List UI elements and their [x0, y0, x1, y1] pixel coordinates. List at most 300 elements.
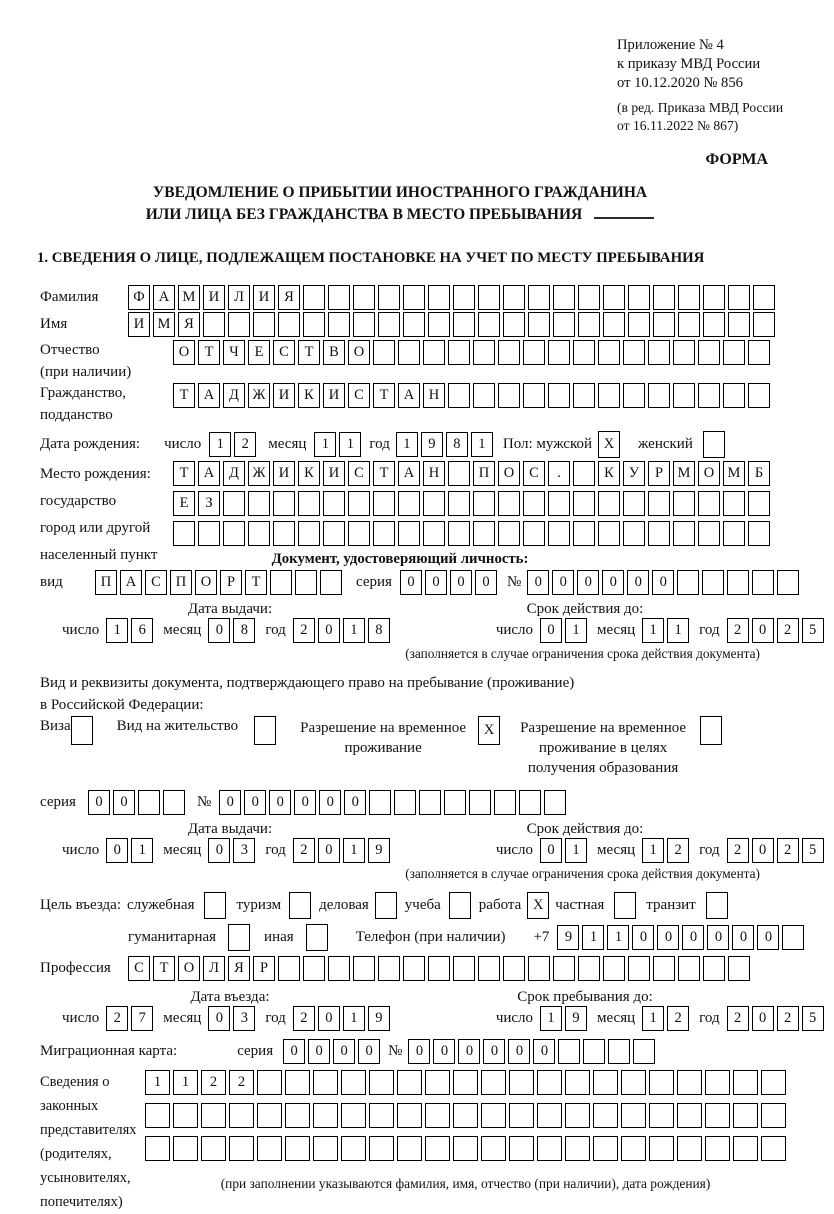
birth-place-line3-cell[interactable] — [223, 521, 245, 546]
patronymic-field-cell[interactable] — [673, 340, 695, 365]
mig-series-field-cell[interactable]: 0 — [358, 1039, 380, 1064]
profession-field-cell[interactable] — [653, 956, 675, 981]
representatives-line1-cell[interactable] — [509, 1070, 534, 1095]
doc-number-field-cell[interactable] — [727, 570, 749, 595]
surname-field-cell[interactable]: Ф — [128, 285, 150, 310]
birth-place-line1-cell[interactable]: М — [673, 461, 695, 486]
profession-field-cell[interactable] — [478, 956, 500, 981]
surname-field-cell[interactable] — [378, 285, 400, 310]
res-valid-month-field-cell[interactable]: 1 — [642, 838, 664, 863]
stay-month-field-cell[interactable]: 1 — [642, 1006, 664, 1031]
representatives-line2-cell[interactable] — [677, 1103, 702, 1128]
name-field-cell[interactable] — [503, 312, 525, 337]
entry-year-field-cell[interactable]: 9 — [368, 1006, 390, 1031]
res-series-field-cell[interactable] — [163, 790, 185, 815]
representatives-line2-cell[interactable] — [481, 1103, 506, 1128]
name-field-cell[interactable] — [628, 312, 650, 337]
representatives-line1-cell[interactable] — [593, 1070, 618, 1095]
res-number-field-cell[interactable]: 0 — [219, 790, 241, 815]
birth-place-line2-cell[interactable]: З — [198, 491, 220, 516]
representatives-line1-cell[interactable] — [481, 1070, 506, 1095]
phone-field-cell[interactable]: 1 — [582, 925, 604, 950]
representatives-line1-cell[interactable] — [761, 1070, 786, 1095]
representatives-line3-cell[interactable] — [173, 1136, 198, 1161]
mig-number-field-cell[interactable] — [608, 1039, 630, 1064]
residence-permit-checkbox[interactable] — [254, 716, 276, 745]
patronymic-field-cell[interactable] — [523, 340, 545, 365]
phone-field-cell[interactable]: 0 — [632, 925, 654, 950]
patronymic-field-cell[interactable] — [423, 340, 445, 365]
phone-field-cell[interactable] — [782, 925, 804, 950]
res-issue-month-field-cell[interactable]: 3 — [233, 838, 255, 863]
res-issue-day-field-cell[interactable]: 0 — [106, 838, 128, 863]
profession-field-cell[interactable] — [553, 956, 575, 981]
representatives-line2-cell[interactable] — [341, 1103, 366, 1128]
representatives-line3-cell[interactable] — [509, 1136, 534, 1161]
phone-field-cell[interactable]: 0 — [707, 925, 729, 950]
citizenship-field-cell[interactable]: Ж — [248, 383, 270, 408]
name-field-cell[interactable] — [753, 312, 775, 337]
name-field-cell[interactable]: М — [153, 312, 175, 337]
representatives-line2-cell[interactable] — [173, 1103, 198, 1128]
res-number-field-cell[interactable]: 0 — [319, 790, 341, 815]
doc-kind-field-cell[interactable] — [295, 570, 317, 595]
patronymic-field-cell[interactable] — [473, 340, 495, 365]
stay-day-field-cell[interactable]: 1 — [540, 1006, 562, 1031]
name-field-cell[interactable]: Я — [178, 312, 200, 337]
name-field-cell[interactable] — [478, 312, 500, 337]
mig-number-field-cell[interactable] — [558, 1039, 580, 1064]
stay-month-field-cell[interactable]: 2 — [667, 1006, 689, 1031]
entry-day-field-cell[interactable]: 2 — [106, 1006, 128, 1031]
visa-checkbox[interactable] — [71, 716, 93, 745]
res-series-field-cell[interactable] — [138, 790, 160, 815]
doc-kind-field-cell[interactable]: С — [145, 570, 167, 595]
citizenship-field-cell[interactable] — [648, 383, 670, 408]
representatives-line3-cell[interactable] — [733, 1136, 758, 1161]
name-field-cell[interactable] — [703, 312, 725, 337]
doc-number-field-cell[interactable]: 0 — [577, 570, 599, 595]
representatives-line3-cell[interactable] — [565, 1136, 590, 1161]
stay-year-field-cell[interactable]: 5 — [802, 1006, 824, 1031]
entry-year-field-cell[interactable]: 2 — [293, 1006, 315, 1031]
representatives-line1-cell[interactable]: 1 — [145, 1070, 170, 1095]
name-field-cell[interactable] — [653, 312, 675, 337]
purpose-private-checkbox[interactable] — [614, 892, 636, 919]
name-field-cell[interactable] — [578, 312, 600, 337]
profession-field-cell[interactable] — [528, 956, 550, 981]
doc-valid-month-field-cell[interactable]: 1 — [667, 618, 689, 643]
birth-place-line3-cell[interactable] — [298, 521, 320, 546]
surname-field-cell[interactable]: И — [203, 285, 225, 310]
phone-field-cell[interactable]: 9 — [557, 925, 579, 950]
profession-field-cell[interactable] — [328, 956, 350, 981]
mig-number-field-cell[interactable]: 0 — [508, 1039, 530, 1064]
representatives-line3-cell[interactable] — [649, 1136, 674, 1161]
mig-series-field-cell[interactable]: 0 — [333, 1039, 355, 1064]
patronymic-field-cell[interactable] — [748, 340, 770, 365]
surname-field-cell[interactable] — [703, 285, 725, 310]
representatives-line3-cell[interactable] — [761, 1136, 786, 1161]
profession-field-cell[interactable] — [503, 956, 525, 981]
name-field-cell[interactable] — [428, 312, 450, 337]
res-series-field-cell[interactable]: 0 — [113, 790, 135, 815]
phone-field-cell[interactable]: 0 — [682, 925, 704, 950]
res-valid-month-field-cell[interactable]: 2 — [667, 838, 689, 863]
citizenship-field-cell[interactable]: К — [298, 383, 320, 408]
birth-place-line3-cell[interactable] — [173, 521, 195, 546]
citizenship-field-cell[interactable]: Н — [423, 383, 445, 408]
birth-place-line3-cell[interactable] — [273, 521, 295, 546]
mig-number-field-cell[interactable] — [633, 1039, 655, 1064]
res-valid-day-field-cell[interactable]: 1 — [565, 838, 587, 863]
doc-kind-field-cell[interactable]: Т — [245, 570, 267, 595]
birth-place-line2-cell[interactable] — [248, 491, 270, 516]
birth-place-line3-cell[interactable] — [598, 521, 620, 546]
phone-field-cell[interactable]: 0 — [657, 925, 679, 950]
birth-place-line2-cell[interactable] — [423, 491, 445, 516]
citizenship-field-cell[interactable] — [498, 383, 520, 408]
citizenship-field-cell[interactable]: Д — [223, 383, 245, 408]
surname-field-cell[interactable] — [728, 285, 750, 310]
temp-residence-checkbox[interactable]: X — [478, 716, 500, 745]
representatives-line3-cell[interactable] — [145, 1136, 170, 1161]
birth-place-line2-cell[interactable] — [623, 491, 645, 516]
citizenship-field-cell[interactable] — [548, 383, 570, 408]
res-issue-year-field-cell[interactable]: 9 — [368, 838, 390, 863]
surname-field-cell[interactable]: И — [253, 285, 275, 310]
res-valid-year-field-cell[interactable]: 2 — [777, 838, 799, 863]
birth-day-field-cell[interactable]: 1 — [209, 432, 231, 457]
representatives-line2-cell[interactable] — [397, 1103, 422, 1128]
representatives-line2-cell[interactable] — [425, 1103, 450, 1128]
representatives-line3-cell[interactable] — [201, 1136, 226, 1161]
patronymic-field-cell[interactable] — [573, 340, 595, 365]
patronymic-field-cell[interactable]: Ч — [223, 340, 245, 365]
birth-place-line3-cell[interactable] — [323, 521, 345, 546]
birth-place-line2-cell[interactable] — [598, 491, 620, 516]
patronymic-field-cell[interactable]: Т — [198, 340, 220, 365]
citizenship-field-cell[interactable] — [723, 383, 745, 408]
res-issue-day-field-cell[interactable]: 1 — [131, 838, 153, 863]
name-field-cell[interactable] — [278, 312, 300, 337]
birth-place-line1-cell[interactable] — [448, 461, 470, 486]
patronymic-field-cell[interactable] — [698, 340, 720, 365]
birth-place-line2-cell[interactable] — [323, 491, 345, 516]
res-valid-year-field-cell[interactable]: 5 — [802, 838, 824, 863]
birth-place-line3-cell[interactable] — [423, 521, 445, 546]
representatives-line1-cell[interactable] — [565, 1070, 590, 1095]
representatives-line2-cell[interactable] — [537, 1103, 562, 1128]
representatives-line3-cell[interactable] — [425, 1136, 450, 1161]
birth-place-line2-cell[interactable] — [373, 491, 395, 516]
purpose-transit-checkbox[interactable] — [706, 892, 728, 919]
birth-place-line1-cell[interactable]: П — [473, 461, 495, 486]
entry-year-field-cell[interactable]: 0 — [318, 1006, 340, 1031]
res-number-field-cell[interactable] — [419, 790, 441, 815]
entry-month-field-cell[interactable]: 0 — [208, 1006, 230, 1031]
representatives-line2-cell[interactable] — [201, 1103, 226, 1128]
citizenship-field-cell[interactable] — [473, 383, 495, 408]
representatives-line3-cell[interactable] — [229, 1136, 254, 1161]
citizenship-field-cell[interactable]: А — [198, 383, 220, 408]
birth-month-field-cell[interactable]: 1 — [339, 432, 361, 457]
name-field-cell[interactable] — [253, 312, 275, 337]
profession-field-cell[interactable]: Л — [203, 956, 225, 981]
representatives-line2-cell[interactable] — [593, 1103, 618, 1128]
surname-field-cell[interactable] — [478, 285, 500, 310]
res-valid-year-field-cell[interactable]: 0 — [752, 838, 774, 863]
profession-field-cell[interactable]: Я — [228, 956, 250, 981]
representatives-line3-cell[interactable] — [369, 1136, 394, 1161]
profession-field-cell[interactable] — [628, 956, 650, 981]
patronymic-field-cell[interactable] — [598, 340, 620, 365]
phone-field-cell[interactable]: 1 — [607, 925, 629, 950]
res-issue-year-field-cell[interactable]: 0 — [318, 838, 340, 863]
citizenship-field-cell[interactable] — [448, 383, 470, 408]
res-series-field-cell[interactable]: 0 — [88, 790, 110, 815]
doc-series-field-cell[interactable]: 0 — [400, 570, 422, 595]
birth-year-field-cell[interactable]: 9 — [421, 432, 443, 457]
birth-place-line1-cell[interactable]: Д — [223, 461, 245, 486]
res-number-field-cell[interactable] — [519, 790, 541, 815]
doc-series-field-cell[interactable]: 0 — [475, 570, 497, 595]
representatives-line2-cell[interactable] — [565, 1103, 590, 1128]
representatives-line2-cell[interactable] — [313, 1103, 338, 1128]
doc-series-field-cell[interactable]: 0 — [425, 570, 447, 595]
citizenship-field-cell[interactable]: И — [323, 383, 345, 408]
citizenship-field-cell[interactable] — [523, 383, 545, 408]
citizenship-field-cell[interactable]: С — [348, 383, 370, 408]
doc-kind-field-cell[interactable]: П — [95, 570, 117, 595]
representatives-line1-cell[interactable] — [369, 1070, 394, 1095]
profession-field-cell[interactable] — [603, 956, 625, 981]
birth-year-field-cell[interactable]: 8 — [446, 432, 468, 457]
representatives-line2-cell[interactable] — [285, 1103, 310, 1128]
birth-month-field-cell[interactable]: 1 — [314, 432, 336, 457]
representatives-line1-cell[interactable] — [453, 1070, 478, 1095]
representatives-line3-cell[interactable] — [537, 1136, 562, 1161]
citizenship-field-cell[interactable] — [623, 383, 645, 408]
purpose-official-checkbox[interactable] — [204, 892, 226, 919]
birth-place-line1-cell[interactable]: О — [698, 461, 720, 486]
representatives-line3-cell[interactable] — [705, 1136, 730, 1161]
birth-place-line2-cell[interactable] — [573, 491, 595, 516]
res-issue-month-field-cell[interactable]: 0 — [208, 838, 230, 863]
profession-field-cell[interactable]: С — [128, 956, 150, 981]
surname-field-cell[interactable] — [303, 285, 325, 310]
res-number-field-cell[interactable]: 0 — [269, 790, 291, 815]
birth-place-line3-cell[interactable] — [398, 521, 420, 546]
patronymic-field-cell[interactable] — [548, 340, 570, 365]
doc-issue-year-field-cell[interactable]: 0 — [318, 618, 340, 643]
birth-place-line1-cell[interactable]: К — [298, 461, 320, 486]
purpose-work-checkbox[interactable]: X — [527, 892, 549, 919]
birth-place-line3-cell[interactable] — [573, 521, 595, 546]
birth-place-line2-cell[interactable] — [273, 491, 295, 516]
doc-number-field-cell[interactable] — [752, 570, 774, 595]
birth-place-line2-cell[interactable] — [498, 491, 520, 516]
birth-place-line1-cell[interactable]: . — [548, 461, 570, 486]
res-number-field-cell[interactable] — [544, 790, 566, 815]
doc-series-field-cell[interactable]: 0 — [450, 570, 472, 595]
mig-number-field-cell[interactable]: 0 — [433, 1039, 455, 1064]
birth-year-field-cell[interactable]: 1 — [396, 432, 418, 457]
doc-valid-year-field-cell[interactable]: 2 — [777, 618, 799, 643]
representatives-line3-cell[interactable] — [285, 1136, 310, 1161]
profession-field-cell[interactable] — [378, 956, 400, 981]
birth-place-line3-cell[interactable] — [648, 521, 670, 546]
patronymic-field-cell[interactable]: В — [323, 340, 345, 365]
surname-field-cell[interactable] — [628, 285, 650, 310]
surname-field-cell[interactable] — [353, 285, 375, 310]
name-field-cell[interactable] — [378, 312, 400, 337]
res-number-field-cell[interactable] — [369, 790, 391, 815]
name-field-cell[interactable] — [328, 312, 350, 337]
res-number-field-cell[interactable]: 0 — [294, 790, 316, 815]
res-valid-year-field-cell[interactable]: 2 — [727, 838, 749, 863]
mig-number-field-cell[interactable]: 0 — [408, 1039, 430, 1064]
surname-field-cell[interactable] — [528, 285, 550, 310]
name-field-cell[interactable] — [303, 312, 325, 337]
name-field-cell[interactable] — [353, 312, 375, 337]
representatives-line2-cell[interactable] — [369, 1103, 394, 1128]
doc-kind-field-cell[interactable]: Р — [220, 570, 242, 595]
birth-place-line3-cell[interactable] — [198, 521, 220, 546]
doc-number-field-cell[interactable] — [777, 570, 799, 595]
birth-place-line3-cell[interactable] — [748, 521, 770, 546]
mig-number-field-cell[interactable]: 0 — [533, 1039, 555, 1064]
birth-place-line3-cell[interactable] — [673, 521, 695, 546]
birth-place-line2-cell[interactable] — [473, 491, 495, 516]
profession-field-cell[interactable]: Т — [153, 956, 175, 981]
res-number-field-cell[interactable] — [469, 790, 491, 815]
profession-field-cell[interactable] — [703, 956, 725, 981]
doc-issue-year-field-cell[interactable]: 1 — [343, 618, 365, 643]
name-field-cell[interactable] — [528, 312, 550, 337]
birth-place-line1-cell[interactable]: Р — [648, 461, 670, 486]
purpose-humanitarian-checkbox[interactable] — [228, 924, 250, 951]
profession-field-cell[interactable] — [428, 956, 450, 981]
name-field-cell[interactable] — [678, 312, 700, 337]
patronymic-field-cell[interactable]: Е — [248, 340, 270, 365]
birth-place-line2-cell[interactable] — [698, 491, 720, 516]
doc-kind-field-cell[interactable]: А — [120, 570, 142, 595]
male-checkbox[interactable]: X — [598, 431, 620, 458]
profession-field-cell[interactable] — [278, 956, 300, 981]
birth-place-line2-cell[interactable] — [348, 491, 370, 516]
birth-place-line2-cell[interactable] — [648, 491, 670, 516]
birth-year-field-cell[interactable]: 1 — [471, 432, 493, 457]
representatives-line3-cell[interactable] — [313, 1136, 338, 1161]
name-field-cell[interactable] — [728, 312, 750, 337]
entry-year-field-cell[interactable]: 1 — [343, 1006, 365, 1031]
birth-place-line3-cell[interactable] — [498, 521, 520, 546]
representatives-line2-cell[interactable] — [229, 1103, 254, 1128]
representatives-line1-cell[interactable] — [621, 1070, 646, 1095]
res-valid-day-field-cell[interactable]: 0 — [540, 838, 562, 863]
profession-field-cell[interactable] — [353, 956, 375, 981]
representatives-line1-cell[interactable]: 1 — [173, 1070, 198, 1095]
surname-field-cell[interactable] — [453, 285, 475, 310]
doc-number-field-cell[interactable]: 0 — [527, 570, 549, 595]
purpose-business-checkbox[interactable] — [375, 892, 397, 919]
stay-year-field-cell[interactable]: 2 — [727, 1006, 749, 1031]
profession-field-cell[interactable] — [728, 956, 750, 981]
surname-field-cell[interactable] — [428, 285, 450, 310]
birth-place-line1-cell[interactable]: К — [598, 461, 620, 486]
patronymic-field-cell[interactable]: О — [348, 340, 370, 365]
representatives-line2-cell[interactable] — [257, 1103, 282, 1128]
representatives-line1-cell[interactable] — [257, 1070, 282, 1095]
surname-field-cell[interactable] — [553, 285, 575, 310]
birth-place-line2-cell[interactable] — [723, 491, 745, 516]
name-field-cell[interactable] — [453, 312, 475, 337]
name-field-cell[interactable] — [603, 312, 625, 337]
birth-place-line3-cell[interactable] — [723, 521, 745, 546]
birth-place-line2-cell[interactable] — [448, 491, 470, 516]
name-field-cell[interactable]: И — [128, 312, 150, 337]
mig-number-field-cell[interactable]: 0 — [458, 1039, 480, 1064]
doc-issue-month-field-cell[interactable]: 0 — [208, 618, 230, 643]
doc-issue-year-field-cell[interactable]: 2 — [293, 618, 315, 643]
doc-issue-year-field-cell[interactable]: 8 — [368, 618, 390, 643]
representatives-line1-cell[interactable] — [649, 1070, 674, 1095]
patronymic-field-cell[interactable]: О — [173, 340, 195, 365]
birth-place-line1-cell[interactable]: У — [623, 461, 645, 486]
phone-field-cell[interactable]: 0 — [732, 925, 754, 950]
patronymic-field-cell[interactable] — [648, 340, 670, 365]
birth-place-line1-cell[interactable]: Н — [423, 461, 445, 486]
stay-day-field-cell[interactable]: 9 — [565, 1006, 587, 1031]
birth-place-line1-cell[interactable]: Т — [173, 461, 195, 486]
birth-place-line1-cell[interactable]: И — [273, 461, 295, 486]
representatives-line1-cell[interactable] — [705, 1070, 730, 1095]
birth-place-line2-cell[interactable] — [748, 491, 770, 516]
profession-field-cell[interactable]: О — [178, 956, 200, 981]
mig-number-field-cell[interactable] — [583, 1039, 605, 1064]
birth-day-field-cell[interactable]: 2 — [234, 432, 256, 457]
temp-residence-education-checkbox[interactable] — [700, 716, 722, 745]
profession-field-cell[interactable] — [578, 956, 600, 981]
citizenship-field-cell[interactable] — [673, 383, 695, 408]
patronymic-field-cell[interactable]: Т — [298, 340, 320, 365]
profession-field-cell[interactable] — [678, 956, 700, 981]
doc-valid-month-field-cell[interactable]: 1 — [642, 618, 664, 643]
birth-place-line2-cell[interactable]: Е — [173, 491, 195, 516]
representatives-line1-cell[interactable]: 2 — [201, 1070, 226, 1095]
representatives-line1-cell[interactable] — [677, 1070, 702, 1095]
birth-place-line3-cell[interactable] — [248, 521, 270, 546]
profession-field-cell[interactable] — [453, 956, 475, 981]
representatives-line1-cell[interactable] — [425, 1070, 450, 1095]
doc-valid-year-field-cell[interactable]: 2 — [727, 618, 749, 643]
female-checkbox[interactable] — [703, 431, 725, 458]
citizenship-field-cell[interactable] — [573, 383, 595, 408]
birth-place-line3-cell[interactable] — [348, 521, 370, 546]
representatives-line2-cell[interactable] — [733, 1103, 758, 1128]
patronymic-field-cell[interactable] — [398, 340, 420, 365]
birth-place-line1-cell[interactable]: Б — [748, 461, 770, 486]
doc-number-field-cell[interactable]: 0 — [627, 570, 649, 595]
representatives-line1-cell[interactable] — [733, 1070, 758, 1095]
patronymic-field-cell[interactable] — [723, 340, 745, 365]
representatives-line3-cell[interactable] — [677, 1136, 702, 1161]
doc-number-field-cell[interactable] — [702, 570, 724, 595]
doc-number-field-cell[interactable] — [677, 570, 699, 595]
birth-place-line3-cell[interactable] — [473, 521, 495, 546]
birth-place-line3-cell[interactable] — [373, 521, 395, 546]
